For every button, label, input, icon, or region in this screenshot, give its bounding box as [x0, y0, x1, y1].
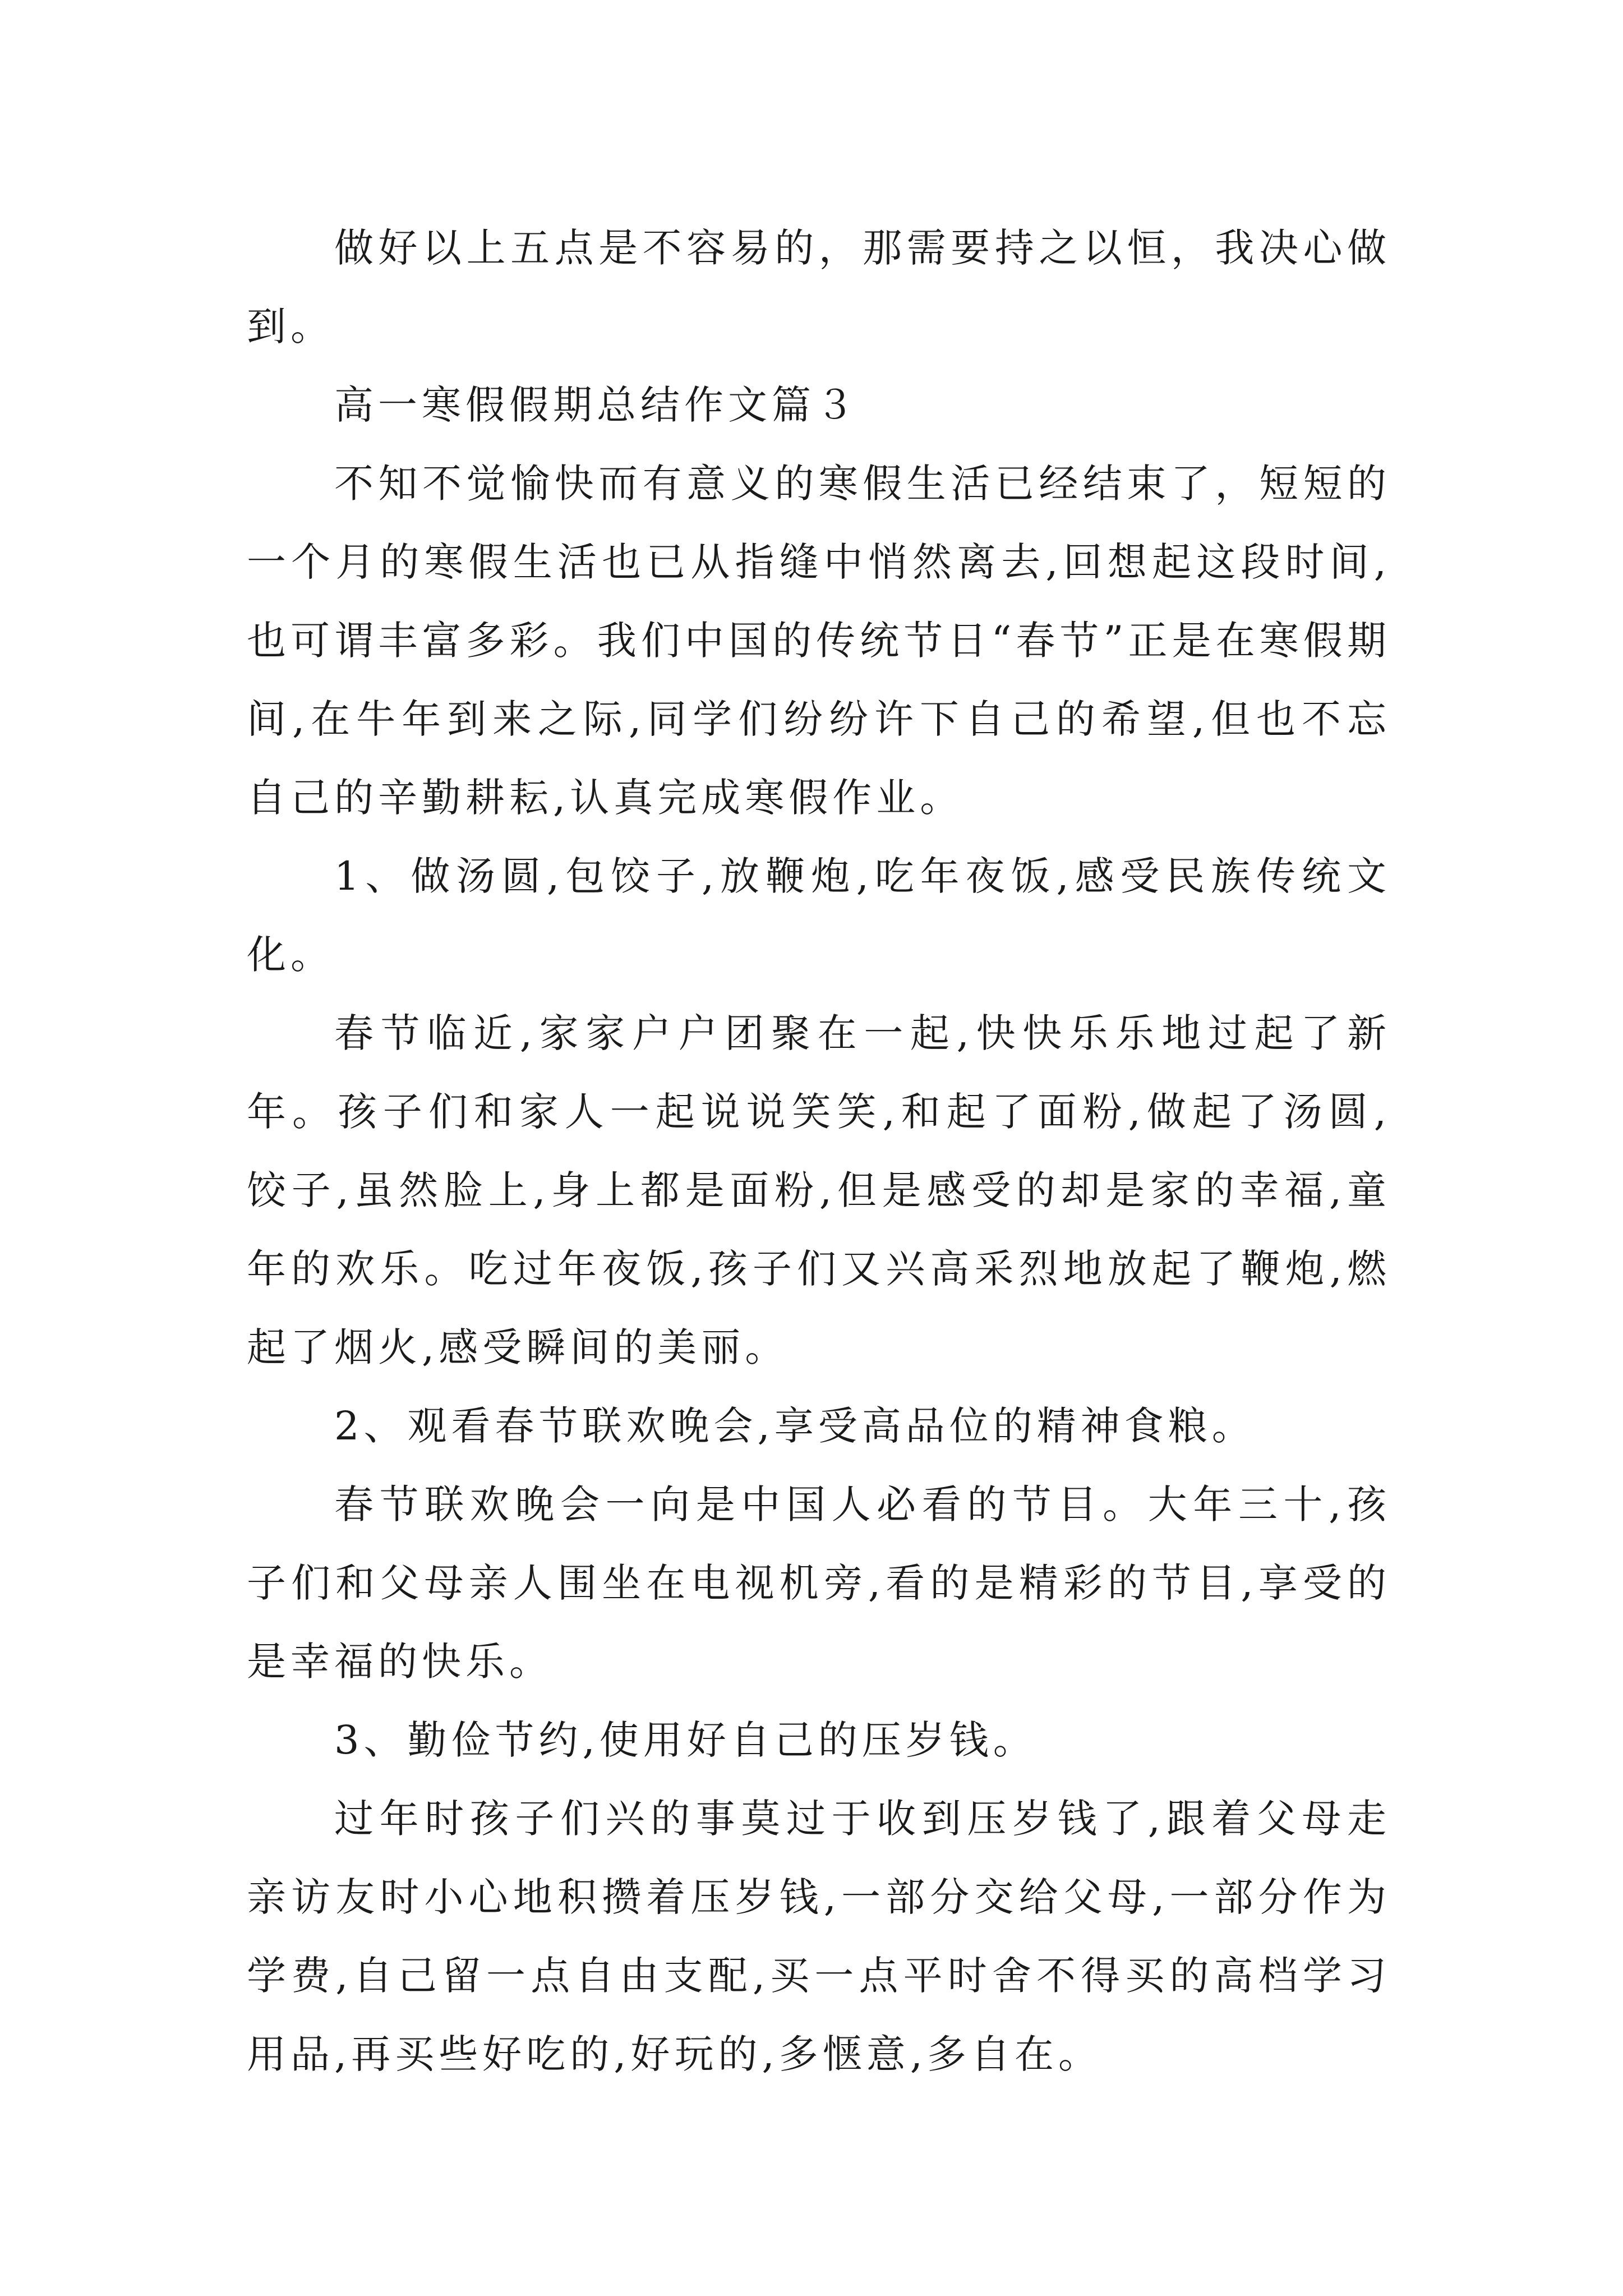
paragraph: 春节临近,家家户户团聚在一起,快快乐乐地过起了新年。孩子们和家人一起说说笑笑,和起了面粉,做起了汤圆,饺子,虽然脸上,身上都是面粉,但是感受的却是家的幸福,童年的欢乐。吃过年夜饭,孩子们又兴高采烈地放起了鞭炮,燃起了烟火,感受瞬间的美丽。	[247, 1010, 1391, 1370]
paragraph: 做好以上五点是不容易的，那需要持之以恒，我决心做到。	[247, 225, 1391, 349]
document-body	[247, 209, 1391, 2093]
paragraph: 不知不觉愉快而有意义的寒假生活已经结束了，短短的一个月的寒假生活也已从指缝中悄然离去,回想起这段时间,也可谓丰富多彩。我们中国的传统节日“春节”正是在寒假期间,在牛年到来之际,同学们纷纷许下自己的希望,但也不忘自己的辛勤耕耘,认真完成寒假作业。	[247, 461, 1391, 821]
list-item-heading: 3、勤俭节约,使用好自己的压岁钱。	[334, 1717, 1037, 1763]
paragraph: 过年时孩子们兴的事莫过于收到压岁钱了,跟着父母走亲访友时小心地积攒着压岁钱,一部分交给父母,一部分作为学费,自己留一点自由支配,买一点平时舍不得买的高档学习用品,再买些好吃的,好玩的,多惬意,多自在。	[247, 1796, 1391, 2077]
section-heading: 高一寒假假期总结作文篇３	[334, 382, 859, 428]
list-item-heading: 1、做汤圆,包饺子,放鞭炮,吃年夜饭,感受民族传统文化。	[247, 853, 1391, 978]
paragraph: 春节联欢晚会一向是中国人必看的节目。大年三十,孩子们和父母亲人围坐在电视机旁,看的是精彩的节目,享受的是幸福的快乐。	[247, 1481, 1391, 1685]
list-item-heading: 2、观看春节联欢晚会,享受高品位的精神食粮。	[334, 1403, 1256, 1449]
